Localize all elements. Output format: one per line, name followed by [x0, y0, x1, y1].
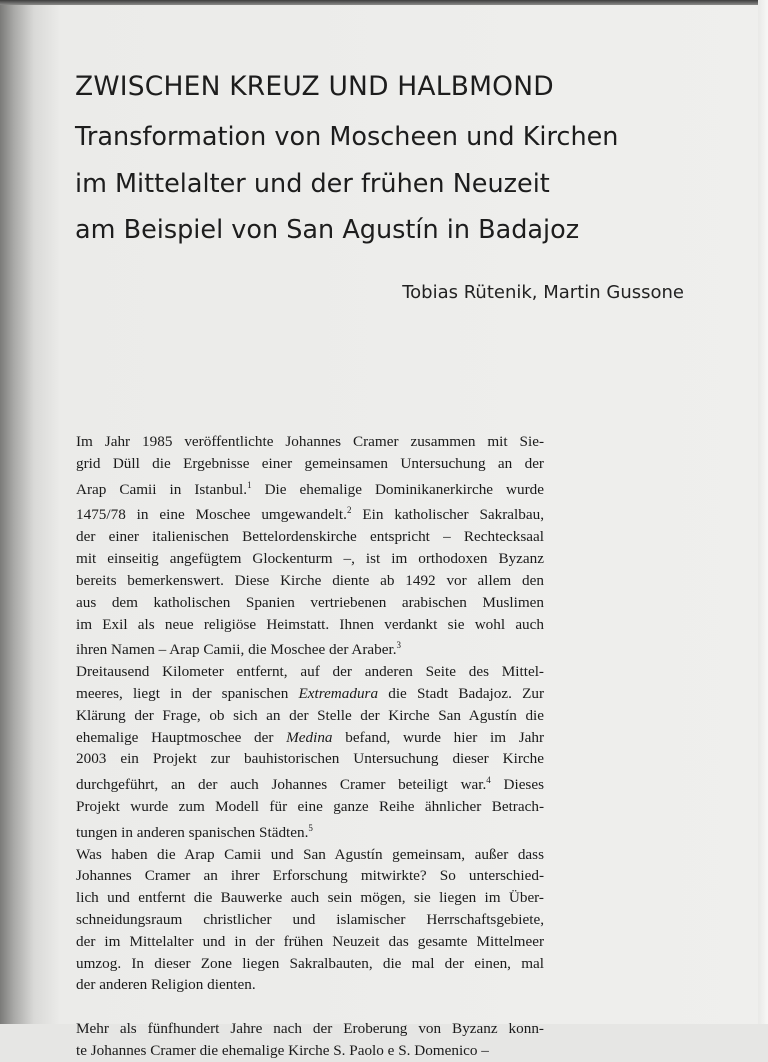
subtitle-line: Transformation von Moscheen und Kirchen	[75, 122, 619, 152]
footnote-marker: 2	[346, 505, 352, 516]
text-run: der einer italienischen Bettelordenskirche entspricht – Rechtecksaal	[76, 528, 544, 546]
text-line	[76, 526, 544, 548]
italic-term: Extremadura	[298, 684, 379, 702]
text-run: ehemalige Hauptmoschee der	[76, 728, 287, 746]
text-run: Ein katholischer Sakralbau,	[351, 506, 544, 524]
paragraph	[76, 431, 544, 661]
text-run: ihren Namen – Arap Camii, die Moschee der Araber.	[76, 641, 397, 659]
text-line	[76, 818, 544, 844]
text-line	[76, 475, 544, 501]
text-run: umzog. In dieser Zone liegen Sakralbauten, die mal der einen, mal	[76, 954, 544, 972]
text-line	[76, 1040, 544, 1062]
text-run: lich und entfernt die Bauwerke auch sein mögen, sie liegen im Über-	[76, 889, 544, 907]
text-run: mit einseitig angefügtem Glockenturm –, ist im orthodoxen Byzanz	[76, 550, 544, 568]
footnote-marker: 4	[486, 775, 491, 786]
text-run: der im Mittelalter und in der frühen Neuzeit das gesamte Mittelmeer	[76, 932, 544, 950]
text-run: grid Düll die Ergebnisse einer gemeinsamen Untersuchung an der	[76, 454, 544, 472]
text-line	[76, 909, 544, 931]
text-line	[76, 865, 544, 887]
authors: Tobias Rütenik, Martin Gussone	[402, 282, 684, 303]
text-run: Dreitausend Kilometer entfernt, auf der anderen Seite des Mittel-	[76, 663, 544, 681]
text-line	[76, 796, 544, 818]
paragraph-gap	[76, 996, 544, 1018]
text-run: Projekt wurde zum Modell für eine ganze Reihe ähnlicher Betrach-	[76, 798, 544, 815]
text-line	[76, 705, 544, 727]
text-run: die Stadt Badajoz. Zur	[378, 684, 545, 702]
paragraph	[76, 844, 544, 997]
text-line	[76, 570, 544, 592]
footnote-marker: 1	[247, 479, 252, 490]
text-run: Johannes Cramer an ihrer Erforschung mitwirkte? So unterschied-	[76, 867, 544, 885]
footnote-marker: 3	[396, 640, 402, 651]
text-line	[76, 592, 544, 614]
text-run: Arap Camii in Istanbul.	[76, 480, 248, 498]
text-line	[76, 683, 544, 705]
text-line	[76, 661, 544, 683]
text-line	[76, 614, 544, 636]
text-run: Was haben die Arap Camii und San Agustín gemeinsam, außer dass	[76, 845, 544, 863]
subtitle-line: im Mittelalter und der frühen Neuzeit	[75, 168, 550, 199]
text-line	[76, 748, 544, 770]
paragraph	[76, 661, 544, 844]
paragraph	[76, 1018, 544, 1062]
chapter-header	[75, 66, 715, 254]
text-run: meeres, liegt in der spanischen	[76, 684, 299, 702]
text-run: tungen in anderen spanischen Städten.	[76, 823, 309, 841]
chapter-subtitle	[75, 114, 715, 254]
footnote-marker: 5	[308, 822, 313, 833]
text-run: schneidungsraum christlicher und islamischer Herrschaftsgebiete,	[76, 911, 544, 929]
italic-term: Medina	[286, 728, 333, 746]
text-line	[76, 431, 544, 453]
text-line	[76, 453, 544, 475]
text-run: bereits bemerkenswert. Diese Kirche diente ab 1492 vor allem den	[76, 571, 544, 589]
text-line	[76, 974, 544, 996]
text-run: im Exil als neue religiöse Heimstatt. Ihnen verdankt sie wohl auch	[76, 615, 544, 633]
text-run: Klärung der Frage, ob sich an der Stelle der Kirche San Agustín die	[76, 706, 544, 724]
text-line	[76, 931, 544, 953]
page-right-edge	[758, 0, 768, 1024]
text-line	[76, 548, 544, 570]
text-run: Dieses	[490, 776, 544, 794]
text-run: der anderen Religion dienten.	[76, 976, 256, 994]
text-line	[76, 770, 544, 796]
text-run: aus dem katholischen Spanien vertriebenen arabischen Muslimen	[76, 593, 544, 611]
text-line	[76, 844, 544, 866]
text-run: Mehr als fünfhundert Jahre nach der Eroberung von Byzanz konn-	[76, 1020, 544, 1038]
text-run: 2003 ein Projekt zur bauhistorischen Untersuchung dieser Kirche	[76, 750, 544, 768]
text-line	[76, 887, 544, 909]
page-top-shadow	[0, 0, 768, 5]
text-line	[76, 500, 544, 526]
text-line	[76, 1018, 544, 1040]
body-text	[76, 431, 544, 1062]
text-run: befand, wurde hier im Jahr	[332, 728, 544, 746]
text-run: 1475/78 in eine Moschee umgewandelt.	[76, 506, 347, 524]
text-line	[76, 727, 544, 749]
subtitle-line: am Beispiel von San Agustín in Badajoz	[75, 215, 580, 245]
text-line	[76, 635, 544, 661]
chapter-title: ZWISCHEN KREUZ UND HALBMOND	[75, 71, 554, 102]
text-run: Im Jahr 1985 veröffentlichte Johannes Cramer zusammen mit Sie-	[76, 433, 544, 450]
text-line	[76, 953, 544, 975]
text-run: Die ehemalige Dominikanerkirche wurde	[251, 480, 544, 498]
text-run: durchgeführt, an der auch Johannes Cramer beteiligt war.	[76, 776, 487, 794]
text-run: te Johannes Cramer die ehemalige Kirche S. Paolo e S. Domenico –	[76, 1042, 489, 1060]
